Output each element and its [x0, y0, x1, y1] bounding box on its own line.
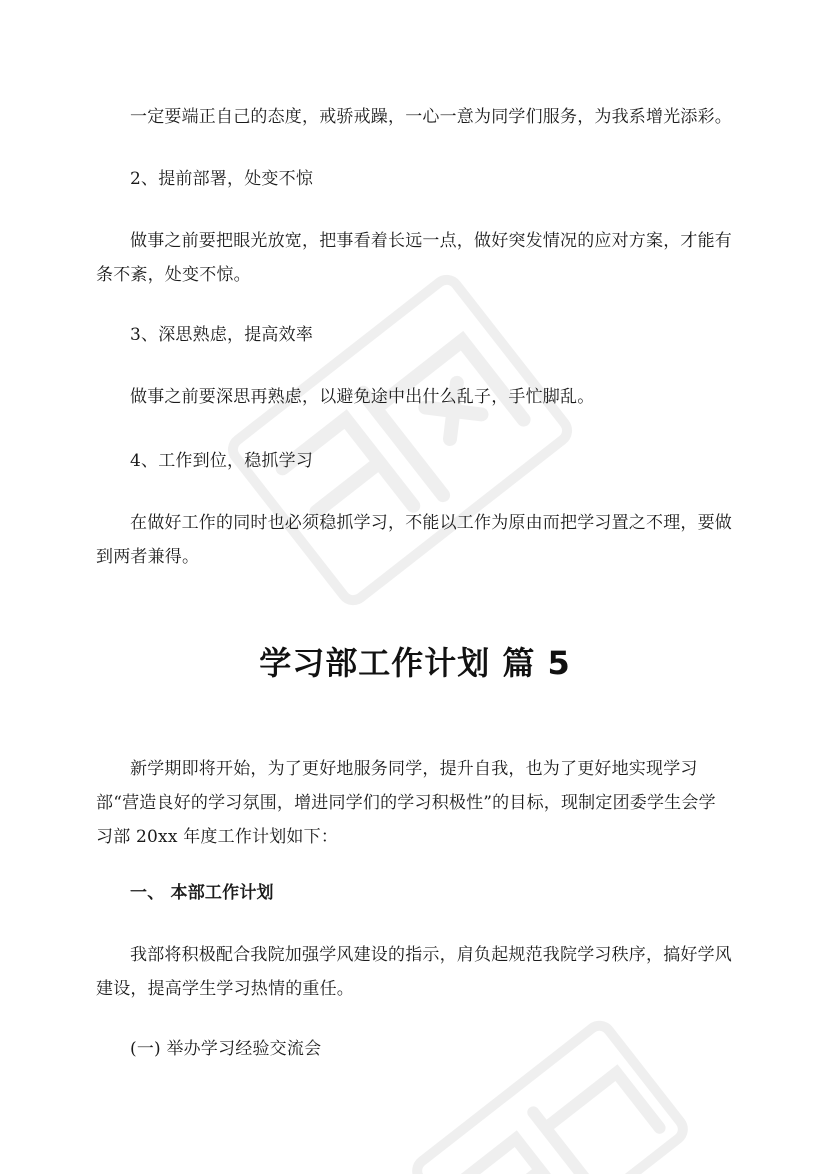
- paragraph-study-style: 我部将积极配合我院加强学风建设的指示，肩负起规范我院学习秩序，搞好学风建设，提高学生学习热情的重任。: [96, 945, 732, 999]
- paragraph-work: 在做好工作的同时也必须稳抓学习，不能以工作为原由而把学习置之不理，要做到两者兼得。: [96, 513, 732, 567]
- subheading-work: 4、工作到位，稳抓学习: [130, 451, 314, 471]
- section-title: 学习部工作计划 篇 5: [259, 644, 571, 682]
- paragraph-intro: 新学期即将开始，为了更好地服务同学，提升自我，也为了更好地实现学习部“营造良好的学习氛围，增进同学们的学习积极性”的目标，现制定团委学生会学习部 20xx 年度工作计划如下：: [96, 759, 716, 847]
- subheading-department-plan: 一、 本部工作计划: [130, 883, 274, 903]
- subheading-planning: 2、提前部署，处变不惊: [130, 169, 314, 189]
- paragraph-planning: 做事之前要把眼光放宽，把事看着长远一点，做好突发情况的应对方案，才能有条不紊，处变不惊。: [96, 231, 732, 285]
- paragraph-attitude: 一定要端正自己的态度，戒骄戒躁，一心一意为同学们服务，为我系增光添彩。: [130, 107, 732, 127]
- paragraph-thinking: 做事之前要深思再熟虑，以避免途中出什么乱子，手忙脚乱。: [130, 387, 595, 407]
- subheading-thinking: 3、深思熟虑，提高效率: [130, 325, 314, 345]
- subheading-exchange-meeting: (一) 举办学习经验交流会: [130, 1039, 322, 1059]
